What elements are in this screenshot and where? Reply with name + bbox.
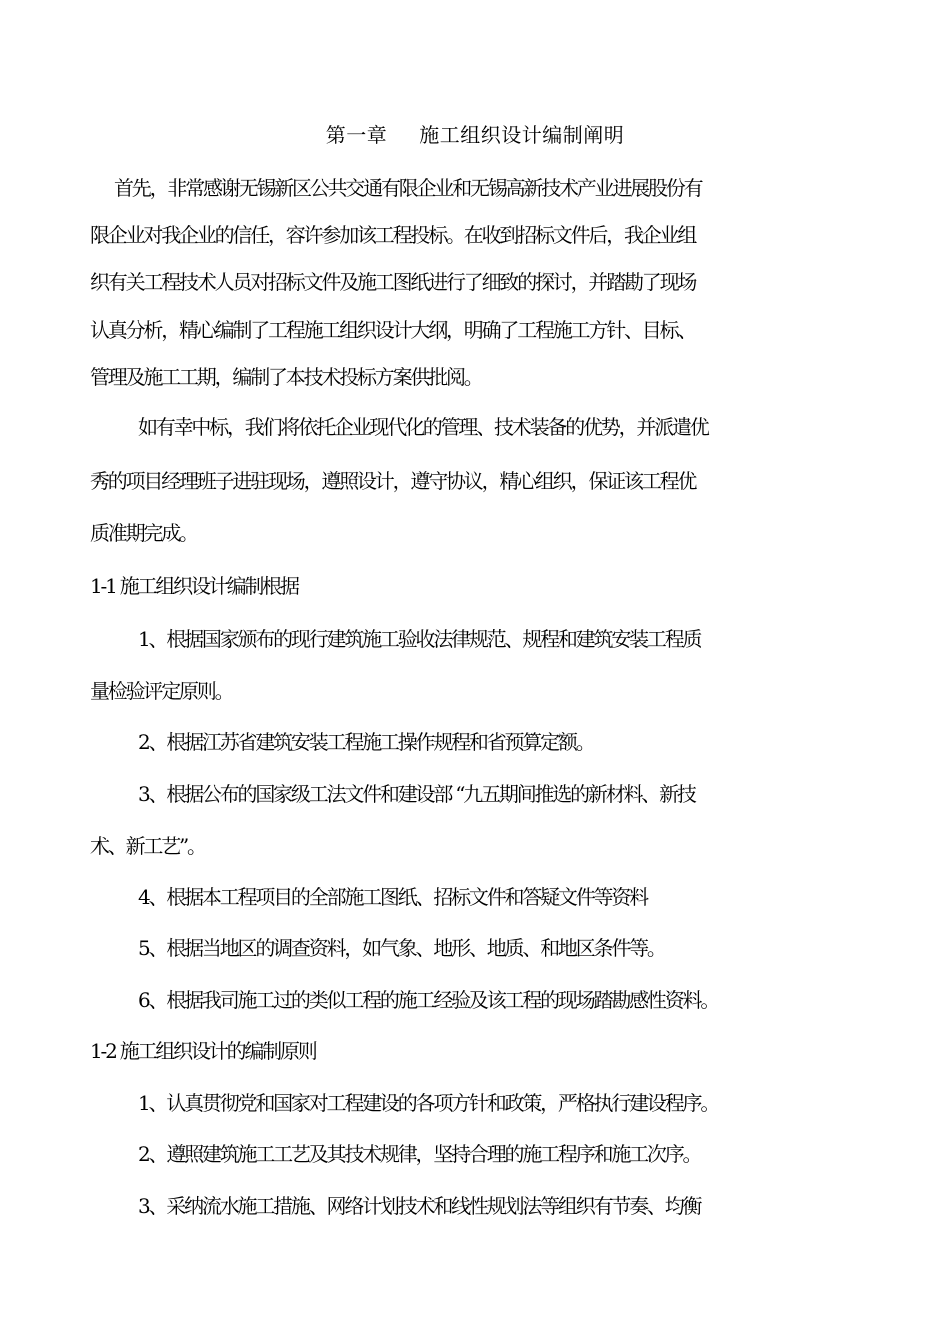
intro-line: 认真分析，精心编制了工程施工组织设计大纲，明确了工程施工方针、目标、 xyxy=(90,318,696,342)
section-line: 术、新工艺”。 xyxy=(90,834,205,858)
chapter-title xyxy=(0,122,950,148)
chapter-number: 第一章 xyxy=(325,123,388,147)
section-line: 2、遵照建筑施工工艺及其技术规律，坚持合理的施工程序和施工次序。 xyxy=(138,1142,701,1166)
intro-line: 限企业对我企业的信任，容许参加该工程投标。在收到招标文件后，我企业组 xyxy=(90,223,696,247)
commitment-line: 如有幸中标，我们将依托企业现代化的管理、技术装备的优势，并派遣优 xyxy=(138,415,708,439)
section-line: 3、根据公布的国家级工法文件和建设部 “九五期间推选的新材料、新技 xyxy=(138,782,695,806)
section-line: 3、采纳流水施工措施、网络计划技术和线性规划法等组织有节奏、均衡 xyxy=(138,1194,701,1218)
section-line: 6、根据我司施工过的类似工程的施工经验及该工程的现场踏勘感性资料。 xyxy=(138,988,719,1012)
section-line: 1、认真贯彻党和国家对工程建设的各项方针和政策，严格执行建设程序。 xyxy=(138,1091,719,1115)
section-line: 4、根据本工程项目的全部施工图纸、招标文件和答疑文件等资料 xyxy=(138,885,647,909)
commitment-line: 秀的项目经理班子进驻现场，遵照设计，遵守协议，精心组织，保证该工程优 xyxy=(90,469,696,493)
section-line: 5、根据当地区的调查资料，如气象、地形、地质、和地区条件等。 xyxy=(138,936,665,960)
section-line: 量检验评定原则。 xyxy=(90,679,233,703)
commitment-line: 质准期完成。 xyxy=(90,521,197,545)
chapter-name: 施工组织设计编制阐明 xyxy=(419,123,625,147)
section-line: 2、根据江苏省建筑安装工程施工操作规程和省预算定额。 xyxy=(138,730,594,754)
intro-line: 管理及施工工期，编制了本技术投标方案供批阅。 xyxy=(90,365,482,389)
section-heading: 1-2 施工组织设计的编制原则 xyxy=(90,1039,316,1063)
intro-line: 首先，非常感谢无锡新区公共交通有限企业和无锡高新技术产业进展股份有 xyxy=(114,176,702,200)
section-line: 1、根据国家颁布的现行建筑施工验收法律规范、规程和建筑安装工程质 xyxy=(138,627,701,651)
section-heading: 1-1 施工组织设计编制根据 xyxy=(90,574,298,598)
intro-line: 织有关工程技术人员对招标文件及施工图纸进行了细致的探讨，并踏勘了现场 xyxy=(90,270,696,294)
